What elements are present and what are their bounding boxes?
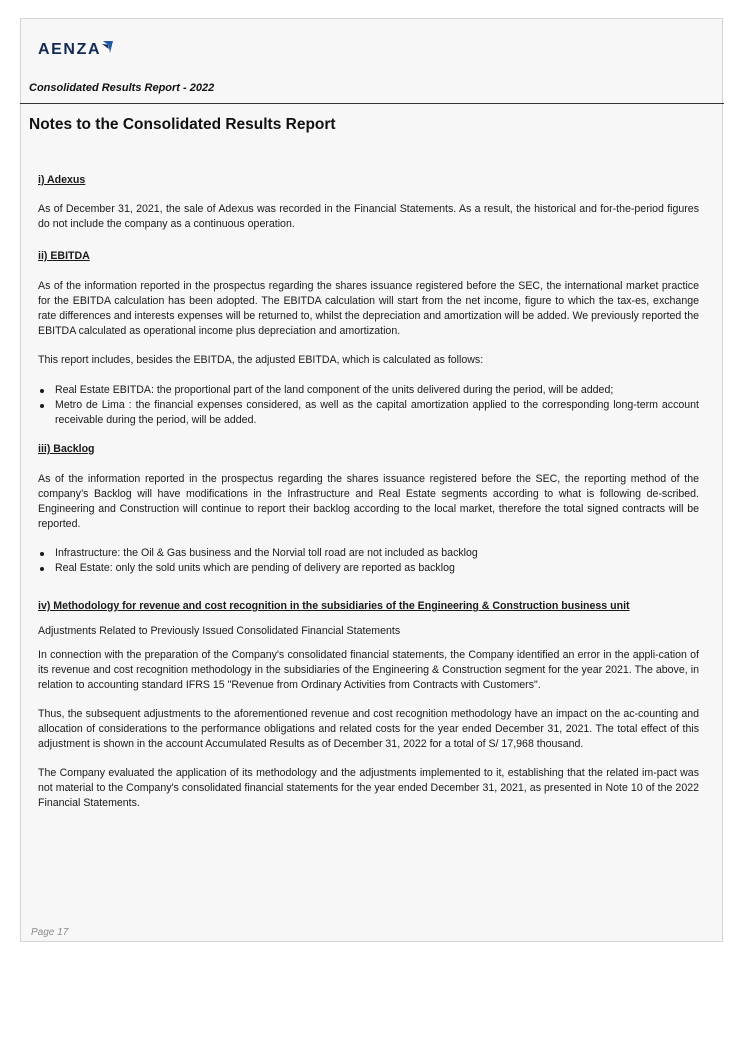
methodology-subtitle: Adjustments Related to Previously Issued Consolidated Financial Statements [38,625,401,637]
list-item: Real Estate: only the sold units which are pending of delivery are reported as backlog [38,561,699,576]
ebitda-bullet-list [38,383,699,428]
page-number: Page 17 [31,927,69,938]
section-title-ebitda: ii) EBITDA [38,250,90,262]
methodology-paragraph-2: Thus, the subsequent adjustments to the aforementioned revenue and cost recognition methodology have an impact on the ac-counting and allocation of considerations to the performance obligations and related costs for the year ended December 31, 2021. The total effect of this adjustment is shown in the account Accumulated Results as of December 31, 2022 for a total of S/ 17,968 thousand. [38,708,699,750]
document-page [20,18,723,942]
section-title-adexus: i) Adexus [38,174,86,186]
report-title: Consolidated Results Report - 2022 [29,82,215,94]
list-item: Real Estate EBITDA: the proportional part of the land component of the units delivered during the period, will be added; [38,383,699,398]
notes-content [38,173,699,811]
backlog-bullet-list [38,546,699,576]
list-item: Metro de Lima : the financial expenses considered, as well as the capital amortization applied to the corresponding long-term account receivable during the period, will be added. [38,398,699,428]
section-title-backlog: iii) Backlog [38,443,95,455]
methodology-paragraph-1: In connection with the preparation of the Company's consolidated financial statements, the Company identified an error in the appli-cation of its revenue and cost recognition methodology in the subsidiaries of the Engineering & Construction segment for the year 2021. The above, in relation to accounting standard IFRS 15 "Revenue from Ordinary Activities from Contracts with Customers". [38,649,699,691]
logo-swoosh-icon [102,40,114,54]
backlog-paragraph: As of the information reported in the prospectus regarding the shares issuance registered before the SEC, the reporting method of the company’s Backlog will have modifications in the Infrastructure and Real Estate segments according to what is following de-scribed. Engineering and Construction will continue to report their backlog according to the local market, therefore the total signed contracts will be reported. [38,473,699,530]
header-divider [20,103,724,104]
ebitda-paragraph-1: As of the information reported in the prospectus regarding the shares issuance registered before the SEC, the international market practice for the EBITDA calculation has been adopted. The EBITDA calculation will start from the net income, figure to which the tax-es, exchange rate differences and interests expenses will be returned to, whilst the depreciation and amortization will be added. We previously reported the EBITDA calculated as operational income plus depreciation and amortization. [38,280,699,337]
page-heading: Notes to the Consolidated Results Report [29,116,336,133]
list-item: Infrastructure: the Oil & Gas business and the Norvial toll road are not included as backlog [38,546,699,561]
adexus-paragraph: As of December 31, 2021, the sale of Adexus was recorded in the Financial Statements. As a result, the historical and for-the-period figures do not include the company as a continuous operation. [38,203,699,230]
methodology-paragraph-3: The Company evaluated the application of its methodology and the adjustments implemented to it, establishing that the related im-pact was not material to the Company's consolidated financial statements for the year ended December 31, 2021, as presented in Note 10 of the 2022 Financial Statements. [38,767,699,809]
aenza-logo [38,41,114,59]
ebitda-paragraph-2: This report includes, besides the EBITDA, the adjusted EBITDA, which is calculated as follows: [38,354,484,366]
section-title-methodology: iv) Methodology for revenue and cost recognition in the subsidiaries of the Engineering & Construction business unit [38,600,630,612]
logo-text: AENZA [38,41,102,58]
